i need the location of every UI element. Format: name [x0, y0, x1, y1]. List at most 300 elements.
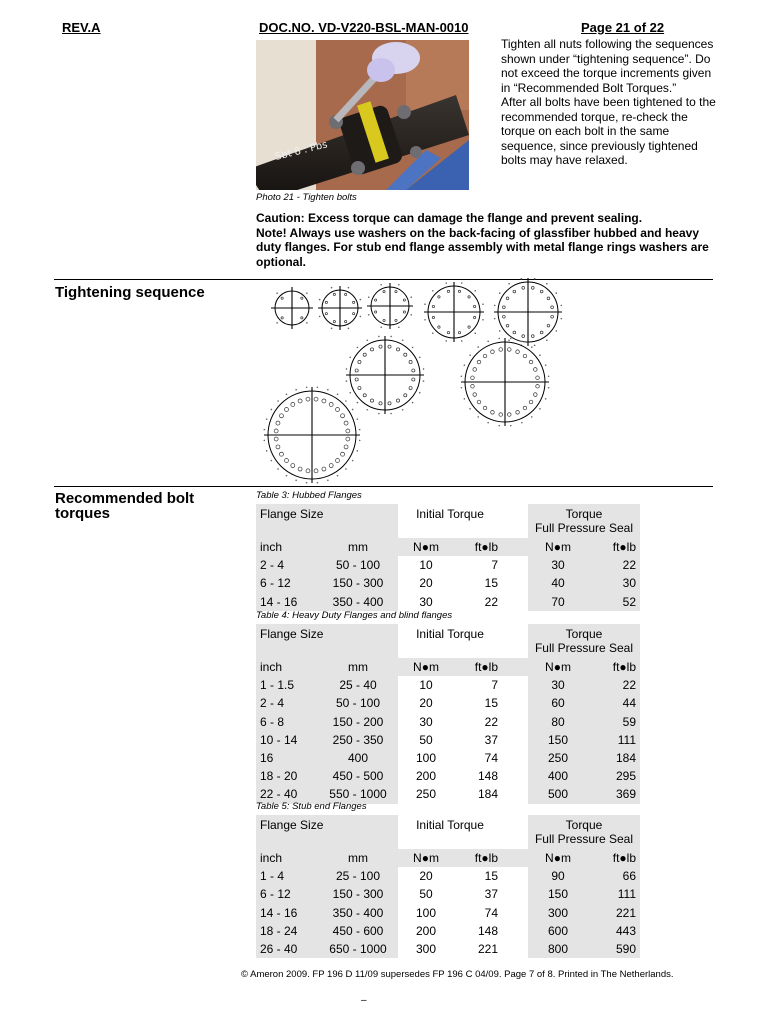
sequence-number-mark [546, 283, 548, 285]
bolt-hole [345, 293, 347, 295]
caution-text: Caution: Excess torque can damage the flange and prevent sealing. [256, 211, 643, 225]
unit-mm: mm [318, 538, 398, 556]
bolt-hole [358, 386, 361, 389]
table-row [256, 713, 640, 731]
table-cell: 50 - 100 [318, 556, 398, 574]
table-cell: 40 [528, 574, 588, 592]
sequence-number-mark [474, 290, 476, 292]
flange-size-header: Flange Size [256, 504, 398, 538]
column-gap [502, 904, 528, 922]
sequence-number-mark [380, 326, 382, 328]
full-pressure-seal-header-line: Full Pressure Seal [534, 832, 634, 846]
table-cell: 10 [419, 558, 433, 573]
sequence-number-mark [319, 316, 321, 318]
bolt-hole [551, 306, 554, 309]
table-cell: 600 [528, 922, 588, 940]
column-gap [502, 676, 528, 694]
bolt-hole [534, 393, 538, 397]
column-gap [502, 624, 528, 658]
sequence-number-mark [548, 375, 550, 377]
table-cell: 150 - 300 [318, 574, 398, 592]
unit-nm: N●m [398, 658, 454, 676]
sequence-number-mark [276, 292, 278, 294]
sequence-number-mark [357, 450, 359, 452]
sequence-number-mark [424, 319, 426, 321]
table-cell: 37 [484, 732, 498, 747]
bolt-hole [396, 348, 399, 351]
sequence-number-mark [352, 460, 354, 462]
table-header-row [256, 504, 640, 538]
bolt-hole [516, 350, 520, 354]
sequence-number-mark [366, 339, 368, 341]
sequence-number-mark [390, 336, 392, 338]
sequence-number-mark [508, 283, 510, 285]
sequence-number-mark [331, 328, 333, 330]
sequence-number-mark [266, 418, 268, 420]
table-row [256, 922, 640, 940]
bolt-hole [336, 459, 340, 463]
sequence-number-mark [499, 292, 501, 294]
torque-header-line: Torque [565, 627, 603, 641]
sequence-number-mark [348, 287, 350, 289]
table-cell: 15 [484, 869, 498, 884]
bolt-hole [536, 376, 540, 380]
sequence-number-mark [398, 284, 400, 286]
bolt-hole [458, 331, 460, 333]
unit-nm: N●m [528, 849, 588, 867]
bolt-hole [529, 360, 533, 364]
sequence-number-mark [531, 416, 533, 418]
table-cell: 800 [528, 940, 588, 958]
table-cell: 1 - 4 [256, 867, 318, 885]
table-cell: 52 [588, 593, 640, 611]
table-cell: 59 [588, 713, 640, 731]
table-cell: 550 - 1000 [318, 785, 398, 803]
bolt-hole [325, 313, 327, 315]
note-text: Note! Always use washers on the back-facing of glassfiber hubbed and heavy duty flanges. For stub end flange assembly with metal flange rings washers are optional. [256, 225, 709, 269]
bolt-hole [281, 317, 283, 319]
unit-nm: N●m [528, 658, 588, 676]
section-divider [54, 486, 713, 487]
table-cell: 184 [477, 787, 498, 802]
sequence-number-mark [531, 346, 533, 348]
table-cell: 30 [419, 594, 433, 609]
bolt-hole [285, 408, 289, 412]
instruction-paragraph-2: After all bolts have been tightened to the recommended torque, re-check the torque on each bolt in the same sequence, since previously tightened bolts may have relaxed. [501, 95, 716, 167]
unit-mm: mm [318, 658, 398, 676]
table-cell: 30 [419, 714, 433, 729]
bolt-hole [370, 348, 373, 351]
column-gap [502, 940, 528, 958]
sequence-number-mark [461, 340, 463, 342]
column-gap [502, 867, 528, 885]
bolt-hole [523, 406, 527, 410]
sequence-number-mark [378, 336, 380, 338]
table-cell: 250 [415, 787, 437, 802]
sequence-number-mark [561, 305, 563, 307]
sequence-number-mark [412, 402, 414, 404]
unit-ftlb: ft●lb [454, 538, 502, 556]
bolt-hole [341, 414, 345, 418]
sequence-number-mark [510, 425, 512, 427]
table-cell: 400 [318, 749, 398, 767]
bolt-hole [438, 296, 440, 298]
bolt-hole [536, 384, 540, 388]
table-cell: 26 - 40 [256, 940, 318, 958]
sequence-number-mark [271, 460, 273, 462]
table-cell: 18 - 24 [256, 922, 318, 940]
sequence-number-mark [349, 392, 351, 394]
sequence-number-mark [445, 340, 447, 342]
table-cell: 22 [484, 714, 498, 729]
sequence-number-mark [494, 305, 496, 307]
bolt-hole [458, 290, 460, 292]
table-cell: 6 - 8 [256, 713, 318, 731]
bolt-hole [375, 311, 377, 313]
table-cell: 200 [415, 923, 437, 938]
table-cell: 14 - 16 [256, 593, 318, 611]
sequence-number-mark [410, 314, 412, 316]
table-row [256, 767, 640, 785]
sequence-number-mark [345, 468, 347, 470]
bolt-hole [523, 354, 527, 358]
table-cell: 148 [477, 769, 498, 784]
sequence-number-mark [464, 364, 466, 366]
table-cell: 18 - 20 [256, 767, 318, 785]
bolt-hole [471, 376, 475, 380]
bolt-hole [499, 348, 503, 352]
sequence-number-mark [357, 402, 359, 404]
stub-end-flanges-table [256, 815, 640, 958]
bolt-hole [447, 331, 449, 333]
bolt-hole [379, 345, 382, 348]
sequence-number-mark [461, 375, 463, 377]
bolt-hole [468, 296, 470, 298]
sequence-number-mark [410, 296, 412, 298]
table-cell: 70 [528, 593, 588, 611]
document-number: DOC.NO. VD-V220-BSL-MAN-0010 [259, 20, 469, 35]
sequence-number-mark [266, 450, 268, 452]
sequence-number-mark [555, 330, 557, 332]
sequence-number-mark [360, 316, 362, 318]
bolt-hole [540, 290, 543, 293]
table-cell: 37 [484, 887, 498, 902]
sequence-number-mark [499, 330, 501, 332]
sequence-number-mark [461, 282, 463, 284]
sequence-number-mark [498, 425, 500, 427]
table-cell: 443 [588, 922, 640, 940]
table-cell: 150 - 300 [318, 885, 398, 903]
bolt-hole [491, 411, 495, 415]
sequence-number-mark [337, 394, 339, 396]
bolt-hole [473, 316, 475, 318]
bolt-hole [473, 368, 477, 372]
sequence-number-mark [398, 326, 400, 328]
table-cell: 80 [528, 713, 588, 731]
sequence-number-mark [545, 398, 547, 400]
sequence-number-mark [357, 418, 359, 420]
bolt-hole [281, 297, 283, 299]
sequence-number-mark [366, 409, 368, 411]
bolt-hole [522, 335, 525, 338]
table-header-row [256, 815, 640, 849]
table-cell: 111 [588, 885, 640, 903]
sequence-number-mark [295, 389, 297, 391]
sequence-number-mark [561, 318, 563, 320]
bolt-hole [274, 429, 278, 433]
sequence-number-mark [474, 332, 476, 334]
table-row [256, 574, 640, 592]
table-cell: 22 [588, 556, 640, 574]
bolt-hole [379, 402, 382, 405]
table-cell: 14 - 16 [256, 904, 318, 922]
table-cell: 300 [415, 942, 437, 957]
table-cell: 22 [484, 594, 498, 609]
sequence-number-mark [345, 400, 347, 402]
table-cell: 30 [528, 556, 588, 574]
sequence-number-mark [277, 468, 279, 470]
sequence-number-mark [419, 356, 421, 358]
table-cell: 50 [419, 732, 433, 747]
bolt-hole [395, 291, 397, 293]
table-cell: 148 [477, 923, 498, 938]
bolt-hole [370, 399, 373, 402]
bolt-hole [547, 324, 550, 327]
unit-inch: inch [256, 538, 318, 556]
sequence-number-mark [469, 354, 471, 356]
sequence-number-mark [390, 413, 392, 415]
column-gap [502, 713, 528, 731]
table-cell: 295 [588, 767, 640, 785]
table-cell: 22 [588, 676, 640, 694]
bolt-hole [388, 345, 391, 348]
bolt-hole [344, 421, 348, 425]
bolt-diagram-group [264, 278, 563, 484]
sequence-number-mark [510, 338, 512, 340]
bolt-hole [276, 421, 280, 425]
bolt-hole [483, 406, 487, 410]
table-cell: 25 - 100 [318, 867, 398, 885]
sequence-number-mark [348, 328, 350, 330]
bolt-hole [503, 306, 506, 309]
svg-text:Sbt 8 : Pbs: Sbt 8 : Pbs [274, 139, 329, 163]
bolt-hole [531, 287, 534, 290]
table-row [256, 676, 640, 694]
table-units-row [256, 658, 640, 676]
bolt-hole [404, 394, 407, 397]
table-cell: 20 [419, 576, 433, 591]
column-gap [502, 849, 528, 867]
bolt-hole [322, 467, 326, 471]
table-cell: 350 - 400 [318, 593, 398, 611]
column-gap [502, 658, 528, 676]
bolt-hole [529, 400, 533, 404]
sequence-number-mark [264, 429, 266, 431]
sequence-number-mark [317, 482, 319, 484]
torque-header-line: Torque [565, 818, 603, 832]
table-caption: Table 4: Heavy Duty Flanges and blind flanges [256, 610, 453, 621]
table-cell: 200 [415, 769, 437, 784]
table-cell: 50 - 100 [318, 694, 398, 712]
sequence-number-mark [402, 409, 404, 411]
sequence-number-mark [423, 368, 425, 370]
table-units-row [256, 538, 640, 556]
sequence-number-mark [548, 387, 550, 389]
column-gap [502, 767, 528, 785]
bolt-hole [513, 331, 516, 334]
unit-mm: mm [318, 849, 398, 867]
full-pressure-seal-header-line: Full Pressure Seal [534, 521, 634, 535]
sequence-number-mark [477, 416, 479, 418]
table-cell: 22 - 40 [256, 785, 318, 803]
sequence-number-mark [317, 387, 319, 389]
bolt-diagram-28 [264, 387, 361, 484]
bolt-hole [329, 402, 333, 406]
sequence-number-mark [306, 482, 308, 484]
sequence-number-mark [360, 299, 362, 301]
bolt-hole [409, 360, 412, 363]
bolt-hole [279, 452, 283, 456]
bolt-hole [306, 397, 310, 401]
table-caption: Table 3: Hubbed Flanges [256, 490, 362, 501]
sequence-number-mark [412, 347, 414, 349]
unit-nm: N●m [528, 538, 588, 556]
bolt-hole [291, 402, 295, 406]
bolt-hole [506, 324, 509, 327]
table-cell: 6 - 12 [256, 885, 318, 903]
table-cell: 150 [528, 731, 588, 749]
bolt-hole [395, 319, 397, 321]
sequence-number-mark [378, 413, 380, 415]
table-cell: 450 - 500 [318, 767, 398, 785]
bolt-hole [534, 368, 538, 372]
sequence-number-mark [534, 345, 536, 347]
table-cell: 500 [528, 785, 588, 803]
sequence-number-mark [346, 368, 348, 370]
initial-torque-header: Initial Torque [416, 507, 484, 521]
table-cell: 74 [484, 751, 498, 766]
sequence-number-mark [487, 341, 489, 343]
sequence-number-mark [534, 278, 536, 280]
table-cell: 60 [528, 694, 588, 712]
table-cell: 150 - 200 [318, 713, 398, 731]
revision-label: REV.A [62, 20, 101, 35]
bolt-hole [322, 399, 326, 403]
sequence-number-mark [359, 440, 361, 442]
column-gap [502, 694, 528, 712]
sequence-number-mark [539, 354, 541, 356]
column-gap [502, 538, 528, 556]
table-cell: 100 [415, 905, 437, 920]
table-cell: 30 [528, 676, 588, 694]
bolt-hole [540, 331, 543, 334]
bolt-hole [403, 311, 405, 313]
table-row [256, 904, 640, 922]
bolt-hole [473, 393, 477, 397]
unit-nm: N●m [398, 538, 454, 556]
table-cell: 650 - 1000 [318, 940, 398, 958]
bolt-hole [353, 301, 355, 303]
bolt-hole [333, 293, 335, 295]
unit-ftlb: ft●lb [588, 538, 640, 556]
column-gap [502, 731, 528, 749]
table-row [256, 749, 640, 767]
unit-ftlb: ft●lb [454, 849, 502, 867]
table-cell: 150 [528, 885, 588, 903]
bolt-hole [438, 326, 440, 328]
unit-ftlb: ft●lb [588, 658, 640, 676]
table-row [256, 940, 640, 958]
page-number: Page 21 of 22 [581, 20, 665, 35]
bolt-hole [314, 397, 318, 401]
hubbed-flanges-table [256, 504, 640, 611]
bolt-hole [363, 353, 366, 356]
sequence-number-mark [264, 440, 266, 442]
bolt-hole [506, 297, 509, 300]
sequence-number-mark [464, 398, 466, 400]
sequence-number-mark [482, 319, 484, 321]
sequence-number-mark [487, 422, 489, 424]
table-cell: 450 - 600 [318, 922, 398, 940]
bolt-hole [344, 445, 348, 449]
heavy-duty-flanges-table [256, 624, 640, 804]
sequence-number-mark [327, 480, 329, 482]
table-caption: Table 5: Stub end Flanges [256, 801, 367, 812]
sequence-number-mark [545, 364, 547, 366]
bolt-diagram-16 [494, 278, 562, 346]
bolt-hole [301, 297, 303, 299]
column-gap [502, 556, 528, 574]
column-gap [502, 922, 528, 940]
bolt-hole [363, 394, 366, 397]
bolt-hole [409, 386, 412, 389]
bolt-hole [274, 437, 278, 441]
table-cell: 1 - 1.5 [256, 676, 318, 694]
bolt-hole [483, 354, 487, 358]
bolt-hole [412, 369, 415, 372]
table-cell: 15 [484, 696, 498, 711]
bolt-hole [507, 348, 511, 352]
bolt-hole [325, 301, 327, 303]
table-cell: 221 [477, 942, 498, 957]
full-pressure-seal-header-line: Full Pressure Seal [534, 641, 634, 655]
bolt-hole [432, 316, 434, 318]
page-mark: – [361, 995, 367, 1006]
table-cell: 2 - 4 [256, 694, 318, 712]
table-cell: 44 [588, 694, 640, 712]
table-cell: 16 [256, 749, 318, 767]
sequence-number-mark [432, 290, 434, 292]
bolt-hole [291, 464, 295, 468]
sequence-number-mark [521, 341, 523, 343]
bolt-diagram-20 [346, 336, 425, 415]
bolt-diagram-8 [367, 283, 413, 329]
bolt-hole [432, 305, 434, 307]
bolt-hole [547, 297, 550, 300]
bolt-hole [298, 399, 302, 403]
bolt-hole [375, 299, 377, 301]
bolt-hole [383, 291, 385, 293]
bolt-hole [396, 399, 399, 402]
bolt-hole [314, 469, 318, 473]
unit-ftlb: ft●lb [454, 658, 502, 676]
table-cell: 15 [484, 576, 498, 591]
table-row [256, 593, 640, 611]
sequence-number-mark [331, 287, 333, 289]
bolt-hole [333, 321, 335, 323]
sequence-number-mark [482, 303, 484, 305]
sequence-number-mark [359, 429, 361, 431]
